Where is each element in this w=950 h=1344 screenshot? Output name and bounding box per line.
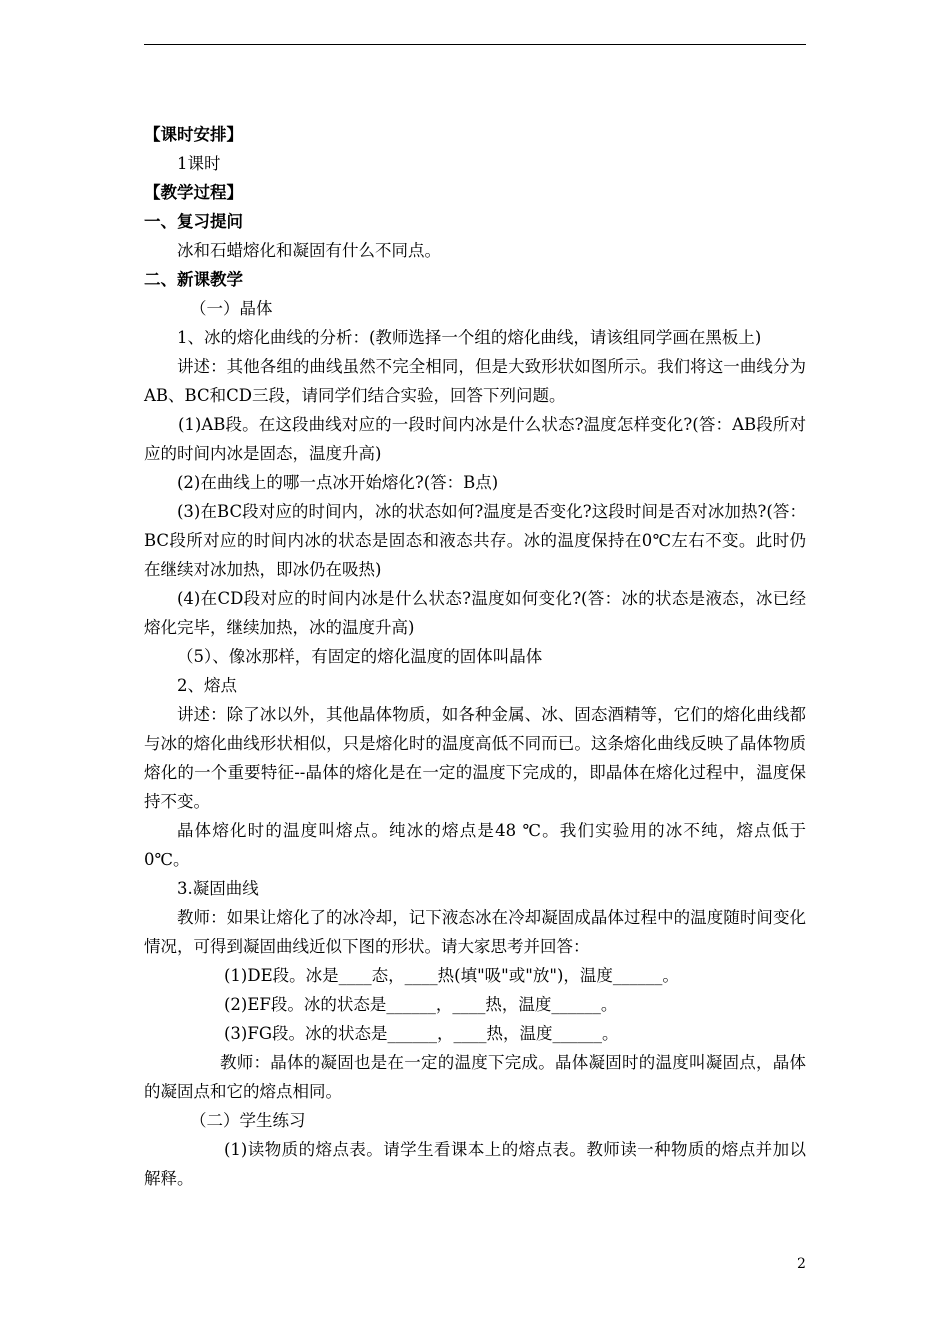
- question-ab: (1)AB段。在这段曲线对应的一段时间内冰是什么状态?温度怎样变化?(答：AB段所对应的时间内冰是固态，温度升高): [144, 415, 806, 463]
- practice-item-1: (1)读物质的熔点表。请学生看课本上的熔点表。教师读一种物质的熔点并加以解释。: [144, 1140, 806, 1188]
- subheading-practice: （二）学生练习: [190, 1111, 306, 1130]
- question-bc: (3)在BC段对应的时间内，冰的状态如何?温度是否变化?这段时间是否对冰加热?(答：BC段所对应的时间内冰的状态是固态和液态共存。冰的温度保持在0℃左右不变。此时仍在继续对冰加热，即冰仍在吸热): [144, 502, 806, 579]
- heading-new-lesson: 二、新课教学: [144, 270, 243, 289]
- question-de: (1)DE段。冰是____态，____热(填"吸"或"放")，温度______。: [224, 966, 679, 985]
- paragraph-teacher-1: 教师：如果让熔化了的冰冷却，记下液态冰在冷却凝固成晶体过程中的温度随时间变化情况，可得到凝固曲线近似下图的形状。请大家思考并回答：: [144, 908, 806, 956]
- question-ef: (2)EF段。冰的状态是______，____热，温度______。: [224, 995, 618, 1014]
- definition-crystal: （5）、像冰那样，有固定的熔化温度的固体叫晶体: [177, 647, 543, 666]
- paragraph-teacher-2: 教师：晶体的凝固也是在一定的温度下完成。晶体凝固时的温度叫凝固点，晶体的凝固点和它的熔点相同。: [144, 1053, 806, 1101]
- schedule-text: 1课时: [177, 154, 221, 173]
- subheading-melting-point: 2、熔点: [177, 676, 237, 695]
- page-number: 2: [797, 1256, 806, 1272]
- review-question: 冰和石蜡熔化和凝固有什么不同点。: [177, 241, 441, 260]
- header-rule: [144, 44, 806, 45]
- section-heading-process: 【教学过程】: [144, 183, 243, 202]
- question-b-point: (2)在曲线上的哪一点冰开始熔化?(答：B点): [177, 473, 499, 492]
- paragraph-narration-1: 讲述：其他各组的曲线虽然不完全相同，但是大致形状如图所示。我们将这一曲线分为AB、BC和CD三段，请同学们结合实验，回答下列问题。: [144, 357, 806, 405]
- question-fg: (3)FG段。冰的状态是______，____热，温度______。: [224, 1024, 619, 1043]
- paragraph-narration-2: 讲述：除了冰以外，其他晶体物质，如各种金属、冰、固态酒精等，它们的熔化曲线都与冰的熔化曲线形状相似，只是熔化时的温度高低不同而已。这条熔化曲线反映了晶体物质熔化的一个重要特征--晶体的熔化是在一定的温度下完成的，即晶体在熔化过程中，温度保持不变。: [144, 705, 806, 811]
- question-cd: (4)在CD段对应的时间内冰是什么状态?温度如何变化?(答：冰的状态是液态，冰已经熔化完毕，继续加热，冰的温度升高): [144, 589, 806, 637]
- section-heading-schedule: 【课时安排】: [144, 125, 243, 144]
- paragraph-melting-point: 晶体熔化时的温度叫熔点。纯冰的熔点是48 ℃。我们实验用的冰不纯，熔点低于0℃。: [144, 821, 806, 869]
- subheading-solidification: 3.凝固曲线: [177, 879, 259, 898]
- heading-review: 一、复习提问: [144, 212, 243, 231]
- subheading-crystal: （一）晶体: [190, 299, 273, 318]
- paragraph-melting-curve: 1、冰的熔化曲线的分析：(教师选择一个组的熔化曲线，请该组同学画在黑板上): [177, 328, 762, 347]
- document-body: [144, 120, 806, 1193]
